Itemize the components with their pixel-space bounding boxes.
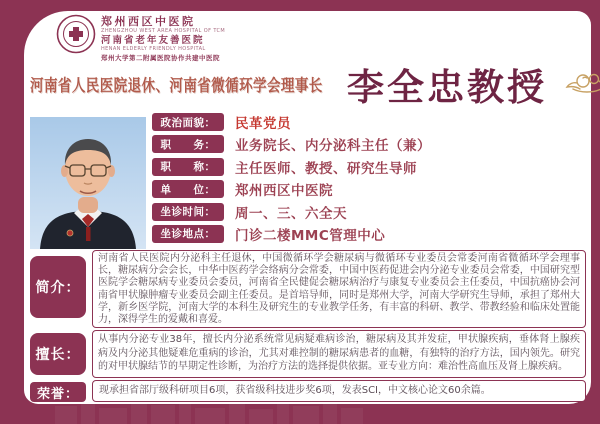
table-row [152,158,582,176]
field-value-political-status: 民革党员 [235,116,291,132]
hospital-name-block [101,16,225,62]
section-label-honors: 荣誉： [30,382,86,402]
hospital-subname-en: HENAN ELDERLY FRIENDLY HOSPITAL [101,46,206,52]
doctor-photo [30,117,146,249]
hospital-name-cn: 郑州西区中医院 [101,15,196,28]
hospital-affiliation: 郑州大学第二附属医院协作共建中医院 [101,54,220,62]
field-value-clinic-location: 门诊二楼MMC管理中心 [235,227,386,244]
table-row [152,113,582,131]
field-label-unit: 单 位： [152,180,224,198]
table-row [152,180,582,198]
title-banner [30,58,586,110]
field-value-title: 主任医师、教授、研究生导师 [235,160,417,177]
field-value-position: 业务院长、内分泌科主任（兼） [235,138,431,155]
section-label-intro: 简介： [30,256,86,318]
field-label-position: 职 务： [152,135,224,153]
section-text-intro: 河南省人民医院内分泌科主任退休，中国微循环学会糖尿病与微循环专业委员会常委河南省微循环学会理事长，糖尿病分会会长，中华中医药学会络病分会常委，中国中医药促进会内分泌专业委员会常委，中国研究型医院学会糖尿病专业委员会委员，河南省全民健促会糖尿病治疗与康复专业委员会主任委员，中国抗癌协会河南省甲状腺肿瘤专业委员会副主任委员。是首培导师，同时是郑州大学，河南大学研究生导师，承担了郑州大学，新乡医学院，河南大学的本科生及研究生的专业教学任务，有丰富的科研、教学、带教经验和临床处置能力，深得学生的爱戴和喜爱。 [92,250,586,328]
table-row [152,225,582,243]
doctor-name: 李全忠教授 [347,65,547,109]
table-row [152,203,582,221]
field-label-title: 职 称： [152,158,224,176]
hospital-name-en: ZHENGZHOU WEST AREA HOSPITAL OF TCM [101,27,226,34]
title-prefix: 河南省人民医院退休、河南省微循环学会理事长 [30,76,323,95]
section-text-specialty: 从事内分泌专业38年，擅长内分泌系统常见病疑难病诊治，糖尿病及其并发症，甲状腺疾病，垂体肾上腺疾病及内分泌其他疑难危重病的诊治，尤其对难控制的糖尿病患者的血糖，有独特的治疗方法，国内领先。研究的对甲状腺结节的早期定性诊断，为治疗方法的选择提供依据。亚专业方向：难治性高血压及肾上腺疾病。 [92,330,586,378]
profile-table [152,113,582,243]
table-row [152,135,582,153]
field-label-clinic-time: 坐诊时间： [152,203,224,221]
gold-cloud-icon [553,69,600,99]
field-label-political-status: 政治面貌： [152,113,224,131]
field-value-unit: 郑州西区中医院 [235,183,333,200]
hospital-seal-icon [56,14,96,54]
hospital-subname-cn: 河南省老年友善医院 [101,35,205,46]
section-label-specialty: 擅长： [30,333,86,375]
section-text-honors: 现承担省部厅级科研项目6项，获省级科技进步奖6项，发表SCI，中文核心论文60余篇。 [92,380,586,402]
field-label-clinic-location: 坐诊地点： [152,225,224,243]
field-value-clinic-time: 周一、三、六全天 [235,205,347,222]
